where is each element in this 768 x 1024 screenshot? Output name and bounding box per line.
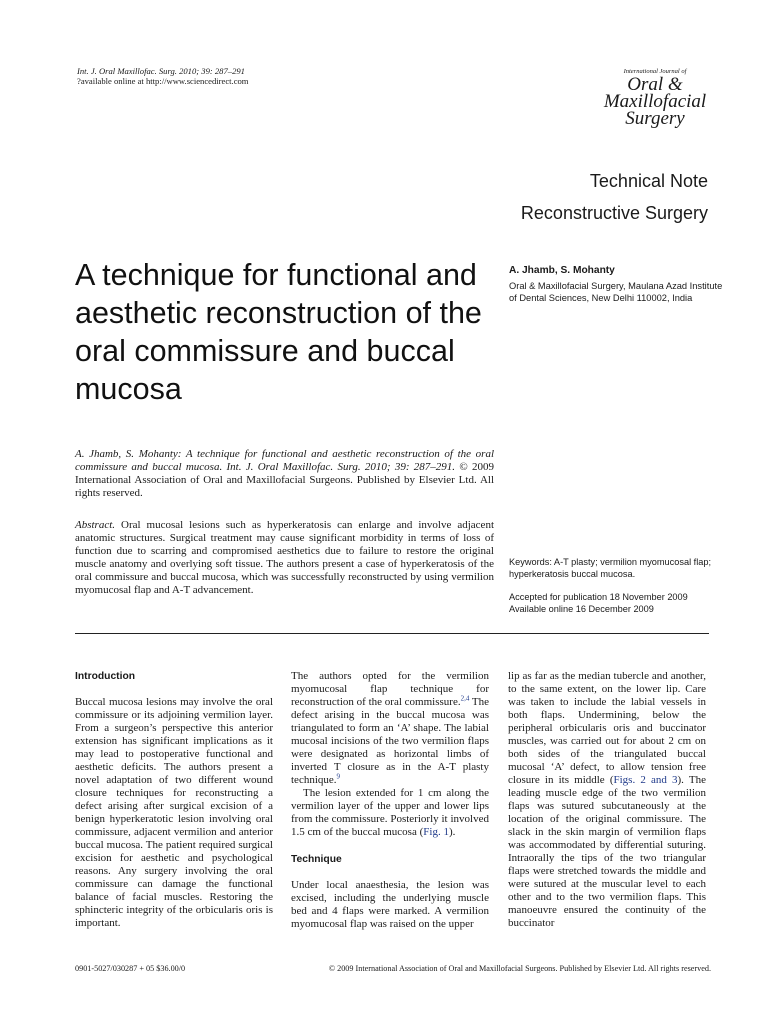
journal-citation-line: Int. J. Oral Maxillofac. Surg. 2010; 39: 287–291 xyxy=(77,66,245,76)
paragraph-text: lip as far as the median tubercle and another, to the same extent, on the lower lip. Care was taken to include the labial vessels in both flaps. Undermining, below the peripheral orbicularis oris and buccinator muscles, was carried out for about 2 cm on both sides of the triangulated buccal mucosal ‘A’ defect, to allow tension free closure in its middle ( xyxy=(508,670,706,786)
author-names: A. Jhamb, S. Mohanty xyxy=(509,265,615,276)
online-date: Available online 16 December 2009 xyxy=(509,603,654,614)
author-affiliation: Oral & Maxillofacial Surgery, Maulana Azad Institute of Dental Sciences, New Delhi 110002, India xyxy=(509,281,723,303)
citation-text: A. Jhamb, S. Mohanty: A technique for functional and aesthetic reconstruction of the oral commissure and buccal mucosa. Int. J. Oral Maxillofac. Surg. 2010; 39: 287–291. xyxy=(75,448,494,473)
technique-paragraph: Under local anaesthesia, the lesion was excised, including the underlying muscle bed and 4 flaps were marked. A vermilion myomucosal flap was raised on the upper xyxy=(291,879,489,930)
body-column-2 xyxy=(291,670,489,931)
journal-reference xyxy=(77,66,249,86)
journal-logo xyxy=(600,68,710,127)
figure-link[interactable]: Fig. 1 xyxy=(423,826,449,838)
keywords: Keywords: A-T plasty; vermilion myomucosal flap; hyperkeratosis buccal mucosa. xyxy=(509,557,712,579)
paragraph-text: The lesion extended for 1 cm along the vermilion layer of the upper and lower lips from the commissure. Posteriorly it involved 1.5 cm of the buccal mucosa ( xyxy=(291,787,489,838)
flap-technique-paragraph xyxy=(291,670,489,787)
logo-title xyxy=(600,76,710,127)
body-column-1 xyxy=(75,670,273,930)
paragraph-text: ). xyxy=(448,826,456,838)
introduction-paragraph: Buccal mucosa lesions may involve the oral commissure or its adjoining vermilion layer. From a surgeon’s perspective this anterior extension has significant implications as it may lead to postoperative functional and aesthetic deficits. The authors present a novel adaptation of two different wound closure techniques for reconstructing a defect arising after surgical excision of a benign hyperkeratotic lesion involving oral commissure, adjacent vermilion and anterior buccal mucosa. The patient required surgical excision for aesthetic and psychological reasons. Any surgery involving the oral commissure can damage the functional balance of facial muscles. Restoring the sphincteric integrity of the orbicularis oris is important. xyxy=(75,696,273,929)
abstract-body: Oral mucosal lesions such as hyperkeratosis can enlarge and involve adjacent anatomic structures. Surgical treatment may cause significant morbidity in terms of loss of function due to scarring and compromised aesthetics due to failure to restore the original muscle anatomy and overlying soft tissue. The authors present a case of hyperkeratosis of the oral commissure and buccal mucosa, which was successfully reconstructed by using vermilion myomucosal flap and A-T advancement. xyxy=(75,519,494,596)
citation-paragraph xyxy=(75,448,494,500)
logo-line-surgery: Surgery xyxy=(625,108,685,129)
logo-line-maxillofacial: Maxillofacial xyxy=(603,91,707,112)
reference-link[interactable]: 2,4 xyxy=(460,694,470,703)
article-type-line1: Technical Note xyxy=(589,171,708,191)
reference-link[interactable]: 9 xyxy=(336,772,341,781)
technique-continued-paragraph xyxy=(508,670,706,930)
accepted-date: Accepted for publication 18 November 2009 xyxy=(509,592,688,602)
figure-link[interactable]: Figs. 2 and 3 xyxy=(613,774,678,786)
logo-line-oral: Oral & xyxy=(627,74,683,95)
footer-copyright: © 2009 International Association of Oral and Maxillofacial Surgeons. Published by Elsevier Ltd. All rights reserved. xyxy=(328,964,711,973)
article-title: A technique for functional and aesthetic reconstruction of the oral commissure and buccal mucosa xyxy=(75,258,482,406)
article-type-line2: Reconstructive Surgery xyxy=(520,203,708,223)
paragraph-text: The defect arising in the buccal mucosa was triangulated to form an ‘A’ shape. The labial mucosal incisions of the two vermilion flaps were designated as horizontal limbs of inverted T closure as in the A-T plasty technique. xyxy=(291,696,489,786)
available-online-line: ?available online at http://www.sciencedirect.com xyxy=(77,76,249,86)
copyright-text: © 2009 International Association of Oral and Maxillofacial Surgeons. Published by Elsevier Ltd. All rights reserved. xyxy=(75,461,494,499)
abstract-label: Abstract. xyxy=(75,519,116,531)
section-divider xyxy=(75,633,709,634)
logo-subtitle: International Journal of xyxy=(623,68,687,75)
abstract-paragraph xyxy=(75,519,494,597)
section-heading-introduction: Introduction xyxy=(75,671,136,682)
article-type xyxy=(521,168,708,232)
publication-dates xyxy=(509,592,724,615)
paragraph-text: The authors opted for the vermilion myomucosal flap technique for reconstruction of the oral commissure. xyxy=(291,670,489,708)
section-heading-technique: Technique xyxy=(291,854,342,865)
paragraph-text: ). The leading muscle edge of the two vermilion flaps was sutured subcutaneously at the location of the original commissure. The slack in the skin margin of vermilion flaps was accommodated by differential suturing. Intraorally the tips of the two triangular flaps were stretched towards the middle and were sutured at the muscular level to each other and to the two vermilion flaps. This manoeuvre ensured the continuity of the buccinator xyxy=(508,774,706,929)
body-column-3 xyxy=(508,670,706,930)
footer-issn: 0901-5027/030287 + 05 $36.00/0 xyxy=(75,964,186,973)
lesion-extent-paragraph xyxy=(291,787,489,839)
authors-block xyxy=(509,265,724,304)
